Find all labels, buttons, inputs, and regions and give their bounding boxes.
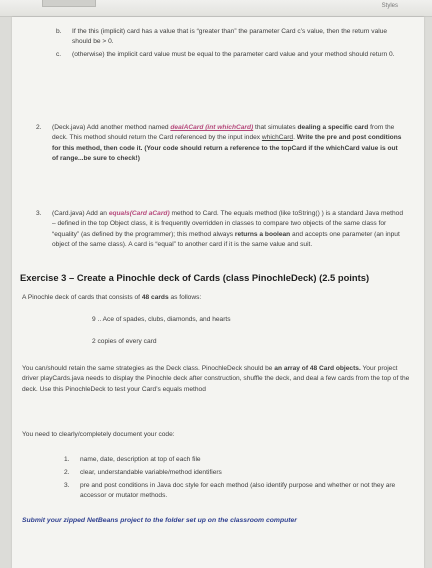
task3-method-name: equals(Card aCard) (108, 210, 170, 217)
strategy-text-b: an array of 48 Card objects. (274, 365, 361, 372)
doc-item-2-number: 2. (64, 469, 70, 476)
item-b-marker: b. (56, 28, 62, 35)
task3-bold: returns a boolean (234, 230, 291, 238)
strategy-text-c: Your project driver playCards.java needs to display the Pinochle deck after construction, shuffle the deck, and deal a few cards from the top of the deck. Use this PinochleDeck to test your Card’s equals method (22, 365, 410, 393)
exercise3-strategy-paragraph (22, 364, 414, 395)
task2-text-1: (Deck.java) Add another method named (52, 124, 171, 131)
exercise3-intro-b: 48 cards (141, 294, 169, 301)
task2-bold-1: dealing a specific card (297, 124, 369, 131)
doc-item-1-text: name, date, description at top of each file (80, 456, 201, 463)
item-c-marker: c. (56, 51, 62, 58)
task2-bold-2: Write the pre and post conditions for this method, then code it. (Your code should return a reference to the topCard if the whichCard value is out of range...be sure to check!) (52, 134, 402, 163)
document-page (12, 17, 424, 568)
task2-method-name: dealACard (int whichCard) (170, 124, 254, 131)
task2-text-4: . (293, 134, 297, 142)
exercise3-intro (22, 293, 412, 303)
doc-item-1-number: 1. (64, 456, 70, 463)
exercise3-intro-a: A Pinochle deck of cards that consists of (22, 294, 142, 301)
styles-label[interactable]: Styles (381, 3, 398, 9)
pinochle-line-2: 2 copies of every card (92, 338, 157, 345)
task2-whichcard: whichCard (261, 134, 294, 142)
task3-text-1: (Card.java) Add an (52, 210, 109, 217)
task3-text-2: method to Card. The equals method (like toString() ) is a standard Java method – defined in the top Object class, it is frequently overridden in classes to compare two objects of the same class for “equality” (as defined by the programmer); this method always (52, 210, 403, 238)
toolbar (0, 0, 432, 17)
item-b-text: If the this (implicit) card has a value that is “greater than” the parameter Card c’s value, then the return value should be > 0. (72, 28, 388, 46)
pinochle-line-1: 9 .. Ace of spades, clubs, diamonds, and hearts (92, 316, 231, 323)
task3-text-3: and accepts one parameter (an input object of the same class). A card is “equal” to another card if it is the same value and suit. (52, 230, 400, 249)
task3-number: 3. (36, 210, 42, 217)
exercise3-intro-c: as follows: (168, 294, 202, 301)
task3-paragraph (52, 209, 404, 251)
submit-instruction: Submit your zipped NetBeans project to the folder set up on the classroom computer (22, 517, 297, 524)
item-c-text: (otherwise) the implicit card value must be equal to the parameter card value and your method should return 0. (72, 51, 395, 58)
doc-item-3-number: 3. (64, 482, 70, 489)
task2-text-2: that simulates (253, 124, 298, 131)
task2-number: 2. (36, 124, 42, 131)
task2-text-3: from the deck. This method should return the Card referenced by the input index (52, 124, 395, 142)
doc-item-3-text: pre and post conditions in Java doc style for each method (also identify purpose and whether or not they are accessor or mutator methods. (80, 482, 396, 500)
doc-item-2-text: clear, understandable variable/method identifiers (80, 469, 222, 476)
exercise3-heading: Exercise 3 – Create a Pinochle deck of Cards (class PinochleDeck) (2.5 points) (20, 272, 370, 283)
documentation-intro: You need to clearly/completely document your code: (22, 431, 175, 438)
toolbar-tab[interactable] (42, 0, 96, 7)
strategy-text-a: You can/should retain the same strategies as the Deck class. PinochleDeck should be (22, 365, 275, 372)
task2-paragraph (52, 123, 404, 165)
